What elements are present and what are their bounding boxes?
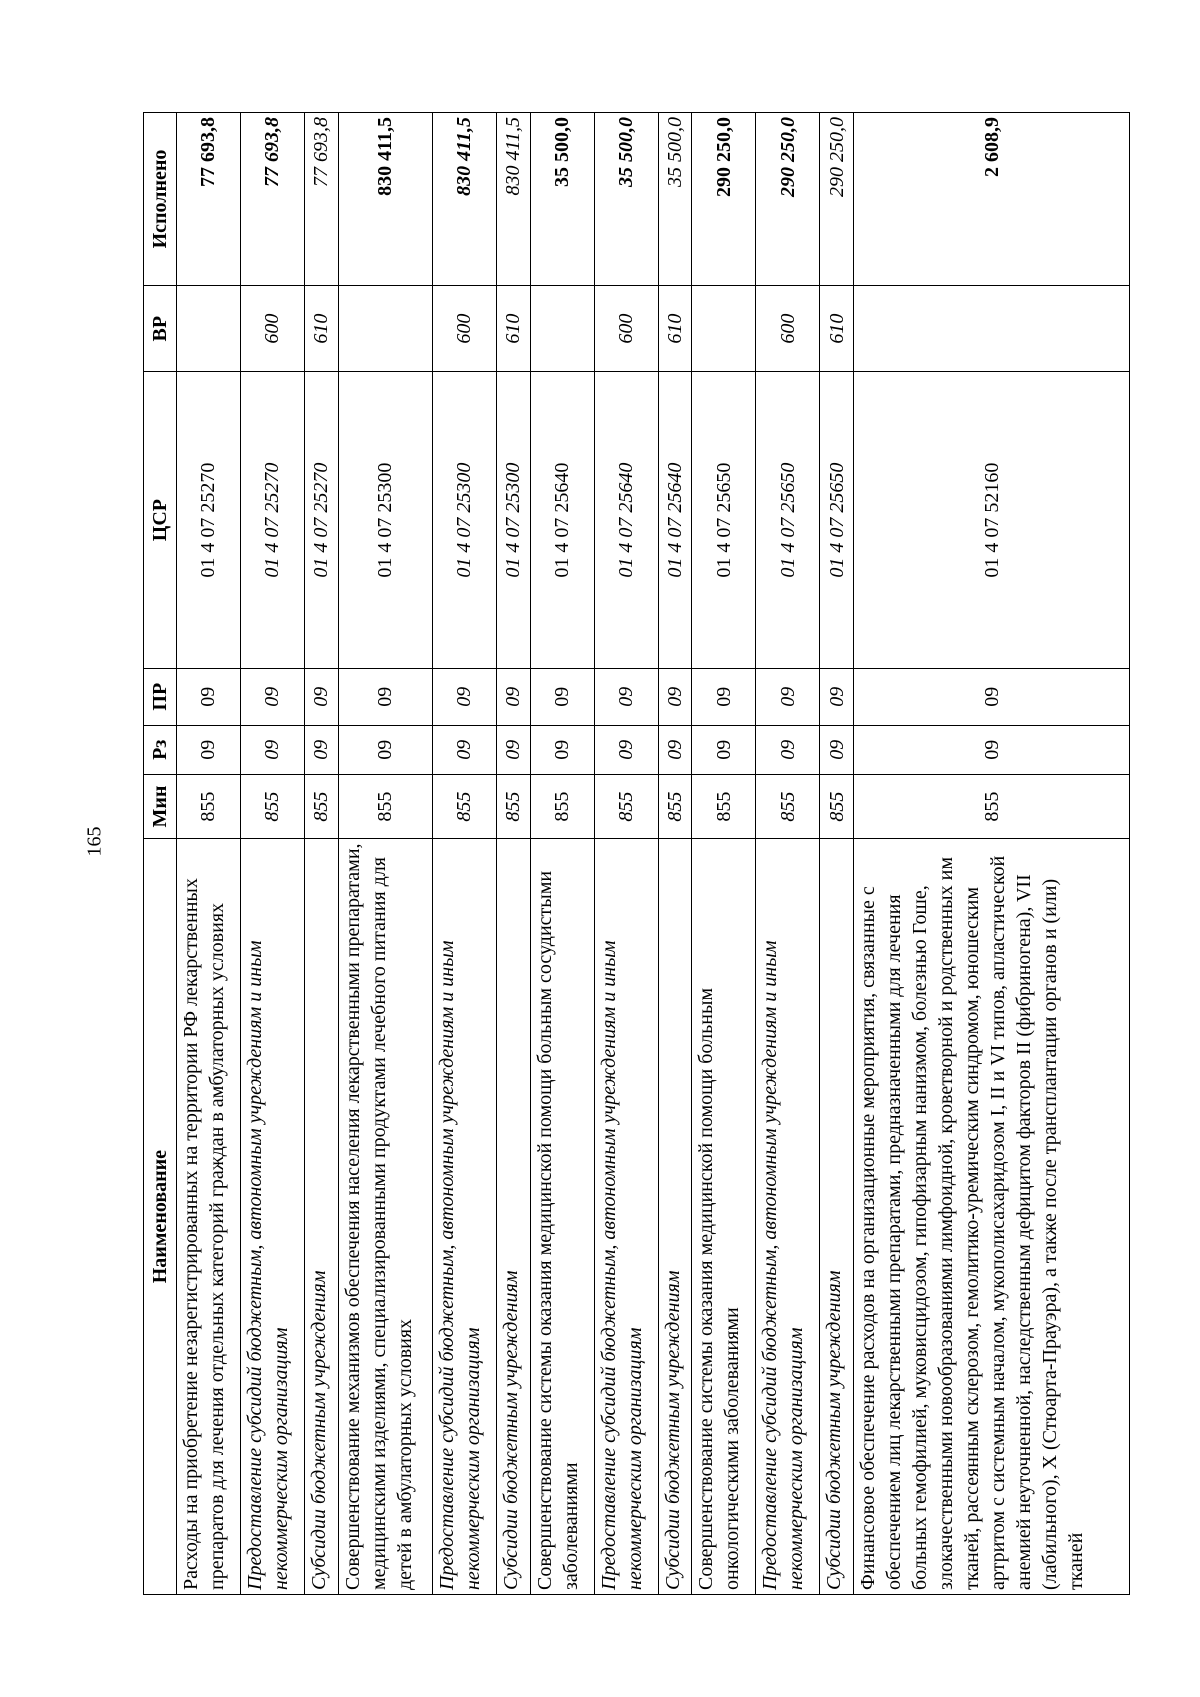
- table-row: [240, 113, 304, 1595]
- budget-table: [143, 112, 1130, 1595]
- row-min: 855: [338, 774, 432, 838]
- row-min: 855: [756, 774, 820, 838]
- row-rz: 09: [432, 725, 496, 774]
- row-min: 855: [240, 774, 304, 838]
- row-amount: 35 500,0: [530, 113, 594, 286]
- row-rz: 09: [658, 725, 692, 774]
- header-min: Мин: [144, 774, 177, 838]
- row-rz: 09: [304, 725, 338, 774]
- table-row: [820, 113, 854, 1595]
- row-vr: [692, 285, 756, 371]
- row-amount: 830 411,5: [496, 113, 530, 286]
- row-rz: 09: [177, 725, 241, 774]
- row-vr: [854, 285, 1130, 371]
- row-rz: 09: [530, 725, 594, 774]
- row-name: Финансовое обеспечение расходов на организационные мероприятия, связанные с обеспечением лиц лекарственными препаратами, предназначенными для лечения больных гемофилией, муковисцидозом, гипофизарным нанизмом, болезнью Гоше, злокачественными новообразованиями лимфоидной, кроветворной и родственных им тканей, рассеянным склерозом, гемолитико-уремическим синдромом, юношеским артритом с системным началом, мукополисахаридозом I, II и VI типов, апластической анемией неуточненной, наследственным дефицитом факторов II (фибриногена), VII (лабильного), X (Стюарта-Прауэра), а также после трансплантации органов и (или) тканей: [854, 839, 1130, 1595]
- row-rz: 09: [854, 725, 1130, 774]
- budget-table-container: [143, 112, 1130, 1595]
- row-name: Совершенствование системы оказания медицинской помощи больным сосудистыми заболеваниями: [530, 839, 594, 1595]
- row-min: 855: [692, 774, 756, 838]
- row-amount: 830 411,5: [338, 113, 432, 286]
- row-min: 855: [432, 774, 496, 838]
- row-vr: 600: [240, 285, 304, 371]
- row-amount: 77 693,8: [177, 113, 241, 286]
- row-pr: 09: [177, 668, 241, 725]
- row-vr: [177, 285, 241, 371]
- header-name: Наименование: [144, 839, 177, 1595]
- row-name: Субсидии бюджетным учреждениям: [304, 839, 338, 1595]
- row-vr: 610: [496, 285, 530, 371]
- row-amount: 35 500,0: [594, 113, 658, 286]
- table-row: [658, 113, 692, 1595]
- row-pr: 09: [854, 668, 1130, 725]
- row-csr: 01 4 07 25270: [304, 372, 338, 668]
- row-vr: 610: [820, 285, 854, 371]
- row-min: 855: [496, 774, 530, 838]
- row-csr: 01 4 07 25300: [496, 372, 530, 668]
- row-min: 855: [854, 774, 1130, 838]
- row-name: Предоставление субсидий бюджетным, автономным учреждениям и иным некоммерческим организациям: [432, 839, 496, 1595]
- row-amount: 290 250,0: [820, 113, 854, 286]
- row-rz: 09: [240, 725, 304, 774]
- row-name: Предоставление субсидий бюджетным, автономным учреждениям и иным некоммерческим организациям: [756, 839, 820, 1595]
- row-csr: 01 4 07 25270: [240, 372, 304, 668]
- row-csr: 01 4 07 25650: [692, 372, 756, 668]
- row-csr: 01 4 07 52160: [854, 372, 1130, 668]
- row-name: Совершенствование механизмов обеспечения населения лекарственными препаратами, медицинскими изделиями, специализированными продуктами лечебного питания для детей в амбулаторных условиях: [338, 839, 432, 1595]
- row-amount: 35 500,0: [658, 113, 692, 286]
- row-rz: 09: [338, 725, 432, 774]
- row-pr: 09: [756, 668, 820, 725]
- row-pr: 09: [240, 668, 304, 725]
- row-pr: 09: [338, 668, 432, 725]
- table-row: [304, 113, 338, 1595]
- row-vr: 600: [756, 285, 820, 371]
- row-amount: 2 608,9: [854, 113, 1130, 286]
- row-name: Субсидии бюджетным учреждениям: [496, 839, 530, 1595]
- row-rz: 09: [692, 725, 756, 774]
- row-pr: 09: [496, 668, 530, 725]
- row-vr: 600: [594, 285, 658, 371]
- row-pr: 09: [820, 668, 854, 725]
- row-csr: 01 4 07 25650: [820, 372, 854, 668]
- header-rz: Рз: [144, 725, 177, 774]
- table-row: [530, 113, 594, 1595]
- row-rz: 09: [756, 725, 820, 774]
- row-name: Субсидии бюджетным учреждениям: [658, 839, 692, 1595]
- row-amount: 830 411,5: [432, 113, 496, 286]
- table-row: [854, 113, 1130, 1595]
- row-rz: 09: [496, 725, 530, 774]
- table-row: [594, 113, 658, 1595]
- row-csr: 01 4 07 25650: [756, 372, 820, 668]
- table-row: [756, 113, 820, 1595]
- row-name: Совершенствование системы оказания медицинской помощи больным онкологическими заболеваниями: [692, 839, 756, 1595]
- row-amount: 77 693,8: [304, 113, 338, 286]
- header-pr: ПР: [144, 668, 177, 725]
- row-amount: 290 250,0: [692, 113, 756, 286]
- row-min: 855: [177, 774, 241, 838]
- row-vr: 600: [432, 285, 496, 371]
- row-min: 855: [304, 774, 338, 838]
- row-min: 855: [658, 774, 692, 838]
- table-row: [692, 113, 756, 1595]
- table-row: [177, 113, 241, 1595]
- row-csr: 01 4 07 25640: [530, 372, 594, 668]
- row-csr: 01 4 07 25270: [177, 372, 241, 668]
- row-vr: [338, 285, 432, 371]
- row-min: 855: [594, 774, 658, 838]
- row-csr: 01 4 07 25640: [658, 372, 692, 668]
- row-pr: 09: [594, 668, 658, 725]
- row-pr: 09: [304, 668, 338, 725]
- row-csr: 01 4 07 25300: [338, 372, 432, 668]
- row-pr: 09: [530, 668, 594, 725]
- row-amount: 77 693,8: [240, 113, 304, 286]
- row-rz: 09: [594, 725, 658, 774]
- table-row: [432, 113, 496, 1595]
- row-csr: 01 4 07 25640: [594, 372, 658, 668]
- row-vr: 610: [304, 285, 338, 371]
- header-csr: ЦСР: [144, 372, 177, 668]
- row-csr: 01 4 07 25300: [432, 372, 496, 668]
- row-vr: [530, 285, 594, 371]
- table-row: [496, 113, 530, 1595]
- row-min: 855: [820, 774, 854, 838]
- row-vr: 610: [658, 285, 692, 371]
- row-name: Расходы на приобретение незарегистрированных на территории РФ лекарственных препаратов для лечения отдельных категорий граждан в амбулаторных условиях: [177, 839, 241, 1595]
- header-amount: Исполнено: [144, 113, 177, 286]
- table-header-row: [144, 113, 177, 1595]
- row-pr: 09: [432, 668, 496, 725]
- row-name: Предоставление субсидий бюджетным, автономным учреждениям и иным некоммерческим организациям: [240, 839, 304, 1595]
- row-amount: 290 250,0: [756, 113, 820, 286]
- row-pr: 09: [692, 668, 756, 725]
- row-min: 855: [530, 774, 594, 838]
- header-vr: ВР: [144, 285, 177, 371]
- row-name: Субсидии бюджетным учреждениям: [820, 839, 854, 1595]
- row-rz: 09: [820, 725, 854, 774]
- table-row: [338, 113, 432, 1595]
- row-name: Предоставление субсидий бюджетным, автономным учреждениям и иным некоммерческим организациям: [594, 839, 658, 1595]
- page-number: 165: [83, 826, 106, 857]
- row-pr: 09: [658, 668, 692, 725]
